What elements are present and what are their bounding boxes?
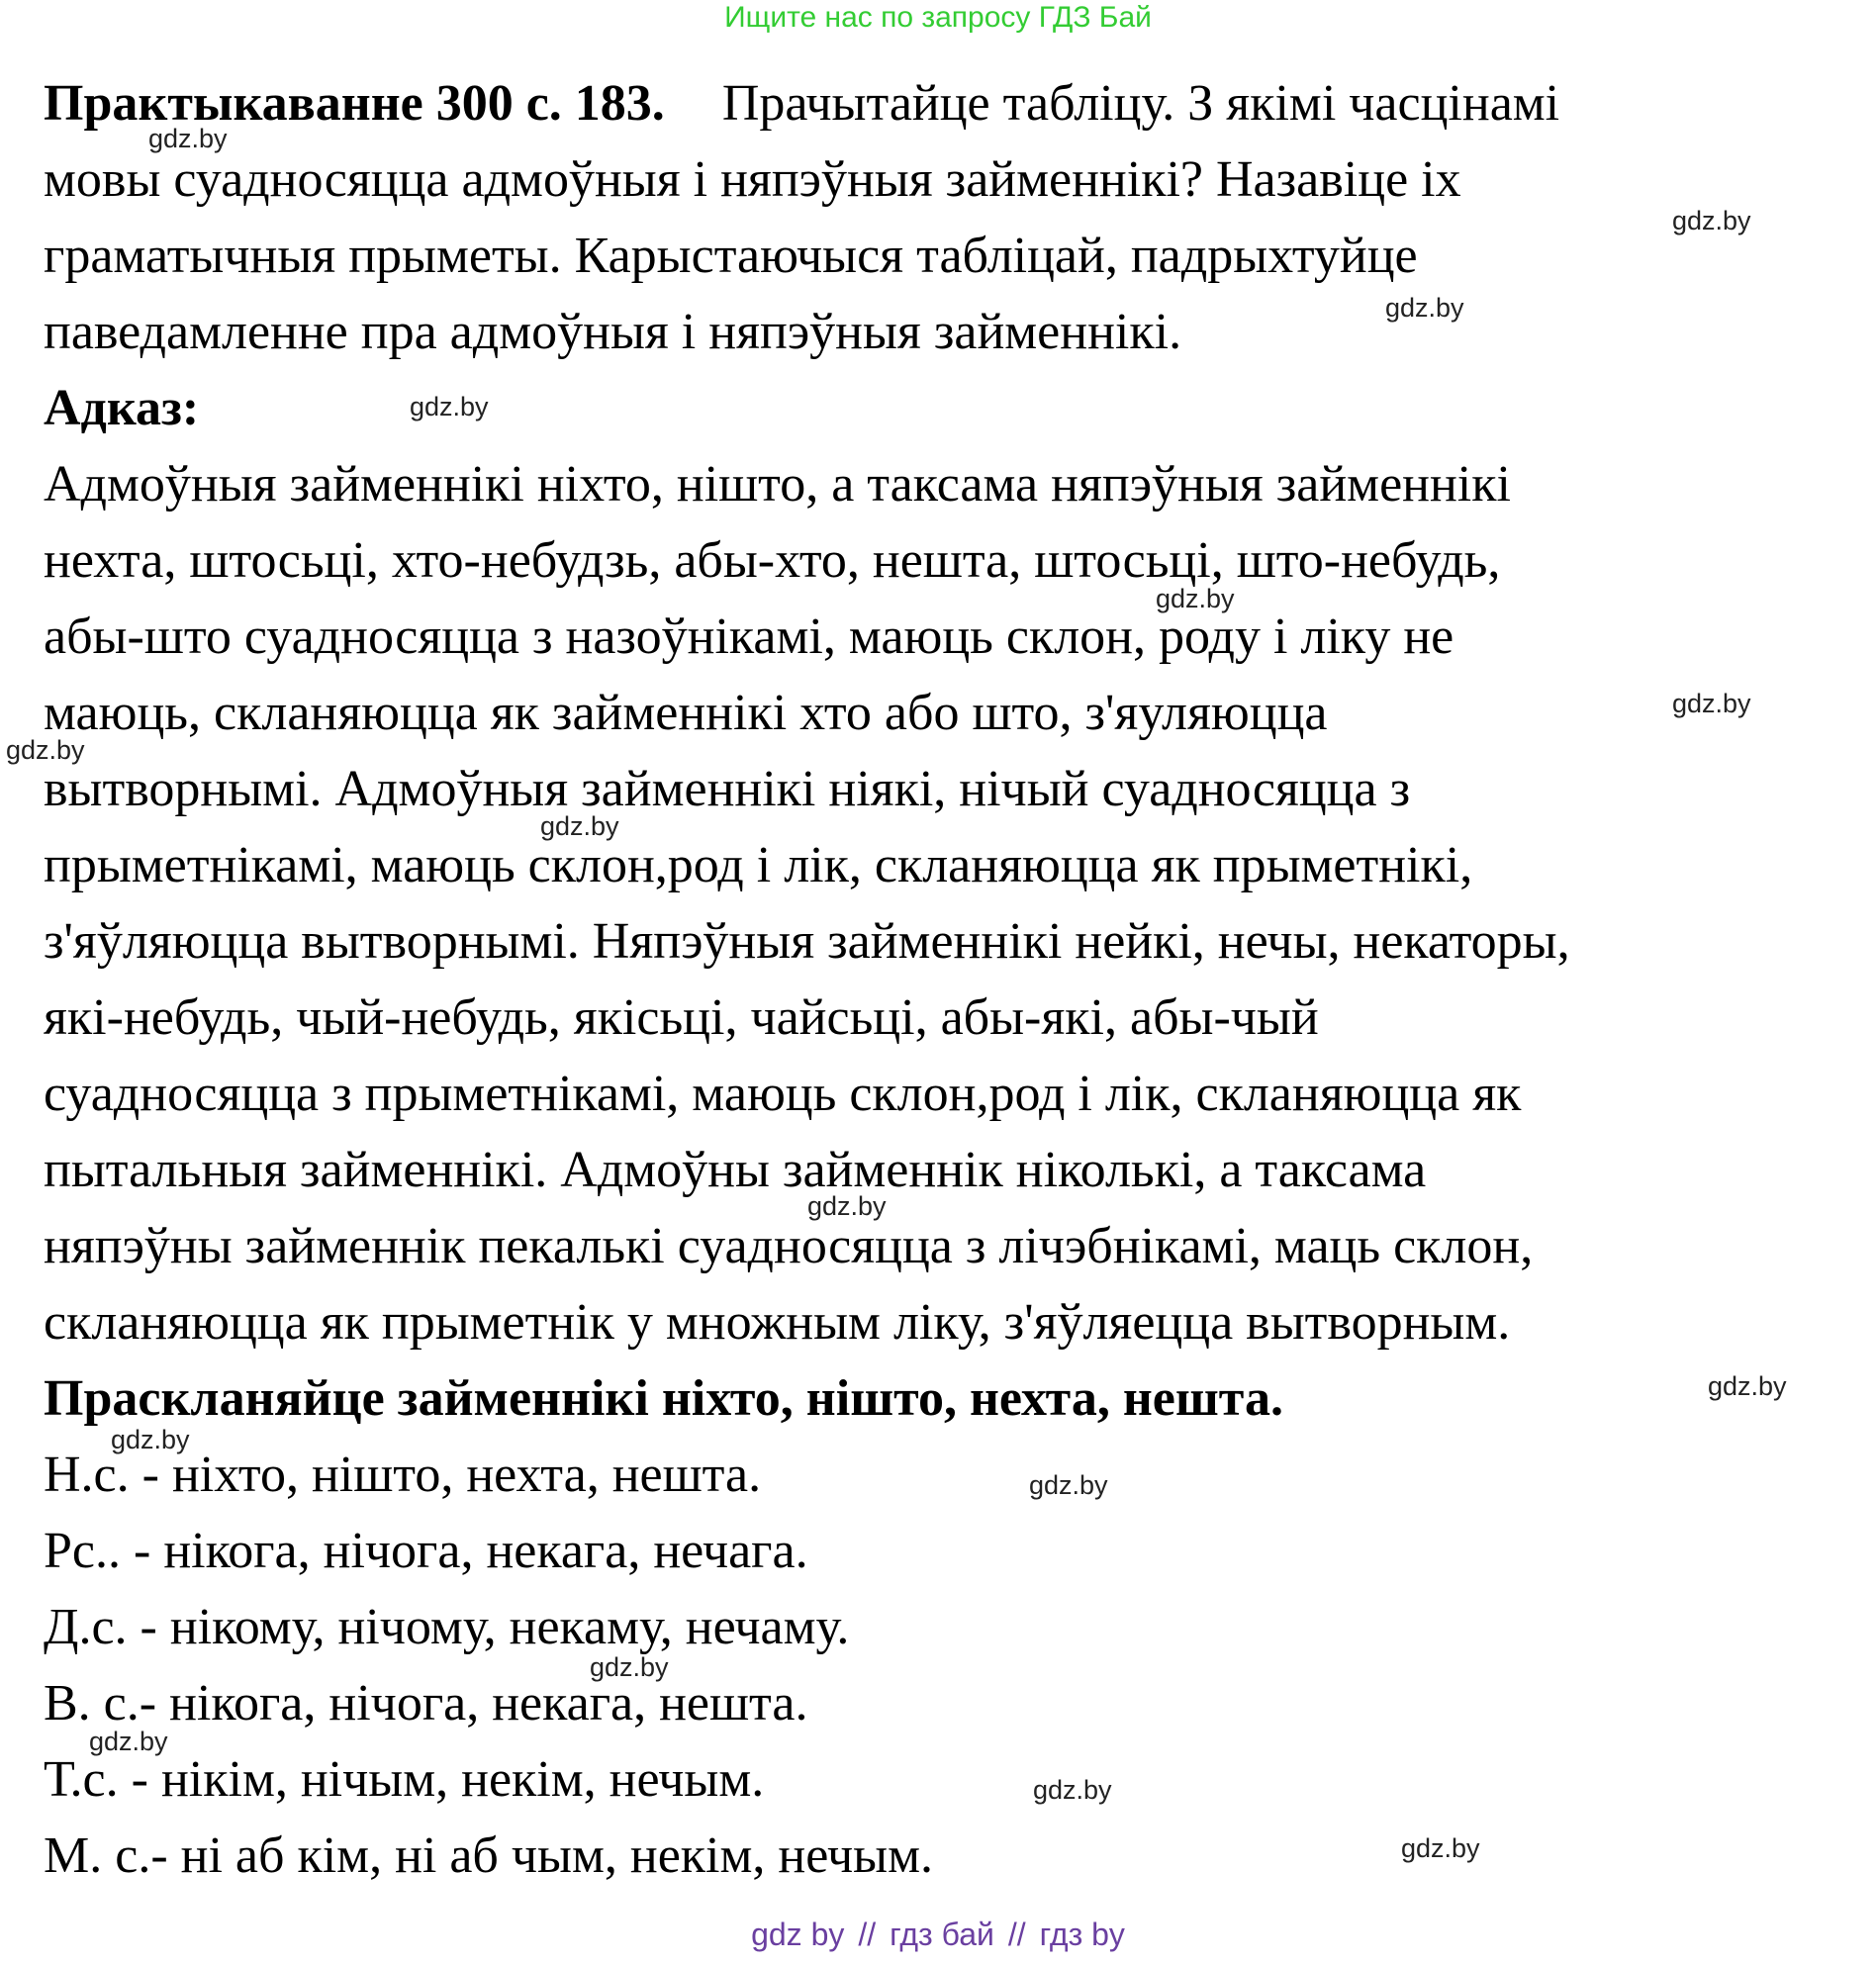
answer-line: прыметнікамі, маюць склон,род і лік, скланяюцца як прыметнікі, [44,837,1473,893]
case-line: В. с.- нікога, нічога, некага, нешта. [44,1675,808,1731]
task-text-line: мовы суадносяцца адмоўныя і няпэўныя займеннікі? Назавіце іх [44,151,1461,208]
footer-links [0,1915,1876,1954]
answer-line: Адмоўныя займеннікі ніхто, нішто, а таксама няпэўныя займеннікі [44,456,1511,513]
answer-line: які-небудь, чый-небудь, якісьці, чайсьці, абы-які, абы-чый [44,989,1319,1046]
footer-link[interactable]: гдз бай [890,1917,994,1952]
answer-line: вытворнымі. Адмоўныя займеннікі ніякі, нічый суадносяцца з [44,761,1411,817]
answer-line: абы-што суадносяцца з назоўнікамі, маюць склон, роду і ліку не [44,608,1454,665]
watermark: gdz.by [1708,1371,1787,1401]
answer-line: скланяюцца як прыметнік у множным ліку, з'яўляецца вытворным. [44,1294,1511,1351]
watermark: gdz.by [807,1191,887,1221]
document-body [44,65,1815,1894]
case-line: М. с.- ні аб кім, ні аб чым, некім, нечым. [44,1827,934,1884]
answer-line: маюць, скланяюцца як займеннікі хто або што, з'яуляюцца [44,685,1328,741]
case-line: Н.с. - ніхто, нішто, нехта, нешта. [44,1447,762,1503]
watermark: gdz.by [1672,206,1751,235]
top-banner[interactable]: Ищите нас по запросу ГДЗ Бай [724,1,1152,34]
answer-line: з'яўляюцца вытворнымі. Няпэўныя займеннікі нейкі, нечы, некаторы, [44,913,1570,970]
watermark: gdz.by [1672,689,1751,718]
task-line-1 [44,65,1815,141]
watermark: gdz.by [410,392,489,421]
footer-separator: // [858,1917,877,1952]
watermark: gdz.by [89,1727,168,1756]
watermark: gdz.by [1156,584,1235,613]
watermark: gdz.by [1029,1470,1108,1500]
answer-line: няпэўны займеннік пекалькі суадносяцца з лічэбнікамі, маць склон, [44,1218,1534,1274]
watermark: gdz.by [111,1425,190,1454]
case-line: Т.с. - нікім, нічым, некім, нечым. [44,1751,765,1808]
task-text-line: граматычныя прыметы. Карыстаючыся табліцай, падрыхтуйце [44,228,1418,284]
footer-link[interactable]: гдз by [1039,1917,1125,1952]
watermark: gdz.by [148,124,228,153]
watermark: gdz.by [1033,1775,1112,1805]
declension-heading: Праскланяйце займеннікі ніхто, нішто, нехта, нешта. [44,1370,1283,1427]
case-line: Рс.. - нікога, нічога, некага, нечага. [44,1523,808,1579]
task-text-line: Прачытайце табліцу. З якімі часцінамі [721,75,1560,132]
footer-link[interactable]: gdz by [751,1917,845,1952]
task-heading: Практыкаванне 300 с. 183. [44,75,665,132]
task-text-line: паведамленне пра адмоўныя і няпэўныя займеннікі. [44,304,1182,360]
watermark: gdz.by [1385,293,1464,323]
answer-line: пытальныя займеннікі. Адмоўны займеннік нікольк​і, а таксама [44,1142,1427,1198]
footer-separator: // [1007,1917,1026,1952]
answer-line: суадносяцца з прыметнікамі, маюць склон,род і лік, скланяюцца як [44,1066,1522,1122]
answer-label: Адказ: [44,380,200,436]
answer-line: нехта, штосьці, хто-небудзь, абы-хто, нешта, штосьці, што-небудь, [44,532,1501,589]
watermark: gdz.by [590,1652,669,1682]
watermark: gdz.by [540,811,619,841]
case-line: Д.с. - нікому, нічому, некаму, нечаму. [44,1599,850,1655]
watermark: gdz.by [1401,1833,1480,1863]
watermark: gdz.by [6,735,85,765]
